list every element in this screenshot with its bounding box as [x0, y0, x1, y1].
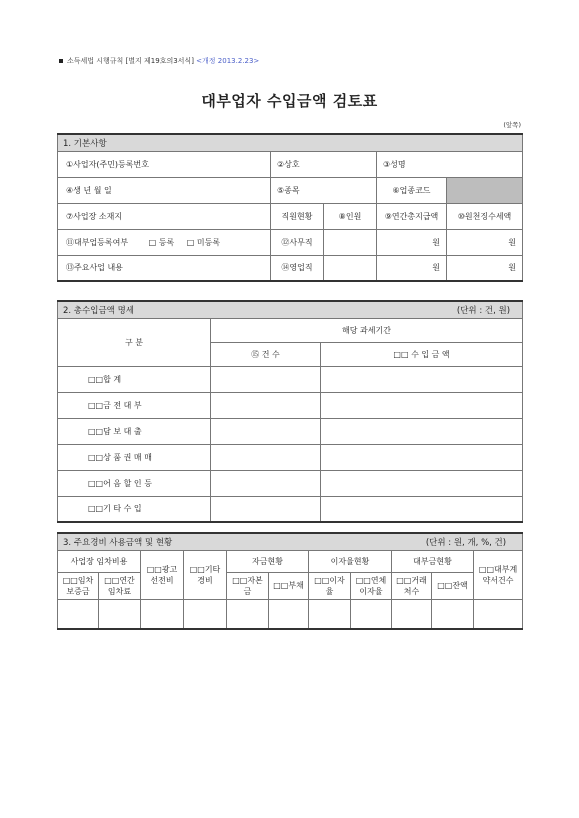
section3-header [58, 533, 523, 550]
income-amount-cell[interactable] [321, 366, 523, 392]
trade-name-label: ②상호 [271, 151, 377, 177]
equity-cell[interactable] [227, 599, 269, 629]
rate-label: □□이자율 [309, 572, 351, 599]
office-withholding-unit: 원 [447, 229, 523, 255]
headcount-label: ⑧인원 [324, 203, 377, 229]
contracts-cell[interactable] [474, 599, 523, 629]
section2-header [58, 301, 523, 318]
income-label: □□ 수 입 금 액 [321, 342, 523, 366]
period-label: 해당 과세기간 [211, 318, 523, 342]
deposit-cell[interactable] [58, 599, 99, 629]
income-row-label: □□담 보 대 출 [58, 418, 211, 444]
etc-expense-label: □□기타경비 [184, 550, 227, 599]
clients-cell[interactable] [392, 599, 432, 629]
interest-label: 이자율현황 [309, 550, 392, 572]
income-row-label: □□어 음 할 인 등 [58, 470, 211, 496]
office-pay-unit: 원 [377, 229, 447, 255]
expense-table [57, 532, 523, 630]
loans-label: 대부금현황 [392, 550, 474, 572]
reg-status-row [58, 229, 271, 255]
income-row-label: □□금 전 대 부 [58, 392, 211, 418]
main-business-label: ⑬주요사업 내용 [58, 255, 271, 281]
staff-label: 직원현황 [271, 203, 324, 229]
contracts-label: □□대부계약서건수 [474, 550, 523, 599]
income-row-label: □□합 계 [58, 366, 211, 392]
revision-date: <개정 2013.2.23> [196, 57, 260, 65]
income-count-cell[interactable] [211, 470, 321, 496]
bullet-square-icon [59, 59, 63, 63]
clients-label: □□거래처수 [392, 572, 432, 599]
rate-cell[interactable] [309, 599, 351, 629]
reg-no-label: ①사업자(주민)등록번호 [58, 151, 271, 177]
sales-headcount[interactable] [324, 255, 377, 281]
ad-label: □□광고선전비 [141, 550, 184, 599]
section2-title: 2. 총수입금액 명세 [63, 305, 134, 316]
count-label: ⑮ 건 수 [211, 342, 321, 366]
sales-staff-label: ⑭영업직 [271, 255, 324, 281]
reg-status-label: ⑪대부업등록여부 [66, 237, 129, 247]
income-amount-cell[interactable] [321, 444, 523, 470]
basic-info-table [57, 133, 523, 282]
income-amount-cell[interactable] [321, 496, 523, 522]
name-label: ③성명 [377, 151, 523, 177]
address-label: ⑦사업장 소재지 [58, 203, 271, 229]
section1-title: 1. 기본사항 [58, 134, 523, 151]
ad-cell[interactable] [141, 599, 184, 629]
balance-label: □□잔액 [432, 572, 474, 599]
etc-expense-cell[interactable] [184, 599, 227, 629]
annual-pay-label: ⑨연간총지급액 [377, 203, 447, 229]
debt-cell[interactable] [269, 599, 309, 629]
sales-withholding-unit: 원 [447, 255, 523, 281]
income-count-cell[interactable] [211, 444, 321, 470]
page-title: 대부업자 수입금액 검토표 [201, 92, 378, 110]
industry-code-value[interactable] [447, 177, 523, 203]
sales-pay-unit: 원 [377, 255, 447, 281]
income-count-cell[interactable] [211, 418, 321, 444]
item-label: ⑤종목 [271, 177, 377, 203]
income-row-label: □□상 품 권 매 매 [58, 444, 211, 470]
section3-unit: (단위 : 원, 개, %, 건) [425, 537, 507, 548]
capital-label: 자금현황 [227, 550, 309, 572]
birth-label: ④생 년 월 일 [58, 177, 271, 203]
debt-label: □□부채 [269, 572, 309, 599]
equity-label: □□자본금 [227, 572, 269, 599]
office-headcount[interactable] [324, 229, 377, 255]
page-side: (앞쪽) [503, 121, 521, 129]
deposit-label: □□임차보증금 [58, 572, 99, 599]
rent-label: 사업장 임차비용 [58, 550, 141, 572]
income-amount-cell[interactable] [321, 418, 523, 444]
annual-rent-label: □□연간임차료 [99, 572, 141, 599]
registered-checkbox[interactable]: □ 등록 [148, 237, 175, 247]
form-header [59, 56, 259, 66]
section3-title: 3. 주요경비 사용금액 및 현황 [63, 537, 173, 548]
balance-cell[interactable] [432, 599, 474, 629]
unregistered-checkbox[interactable]: □ 미등록 [186, 237, 221, 247]
income-count-cell[interactable] [211, 366, 321, 392]
overdue-rate-label: □□연체이자율 [351, 572, 392, 599]
annual-rent-cell[interactable] [99, 599, 141, 629]
income-count-cell[interactable] [211, 392, 321, 418]
income-count-cell[interactable] [211, 496, 321, 522]
income-row-label: □□기 타 수 입 [58, 496, 211, 522]
withholding-label: ⑩원천징수세액 [447, 203, 523, 229]
law-reference: 소득세법 시행규칙 [별지 제19호의3서식] [67, 57, 194, 65]
office-staff-label: ⑫사무직 [271, 229, 324, 255]
income-amount-cell[interactable] [321, 470, 523, 496]
industry-code-label: ⑥업종코드 [377, 177, 447, 203]
income-table [57, 300, 523, 523]
overdue-rate-cell[interactable] [351, 599, 392, 629]
income-amount-cell[interactable] [321, 392, 523, 418]
section2-unit: (단위 : 건, 원) [456, 305, 511, 316]
division-label: 구 분 [58, 318, 211, 366]
